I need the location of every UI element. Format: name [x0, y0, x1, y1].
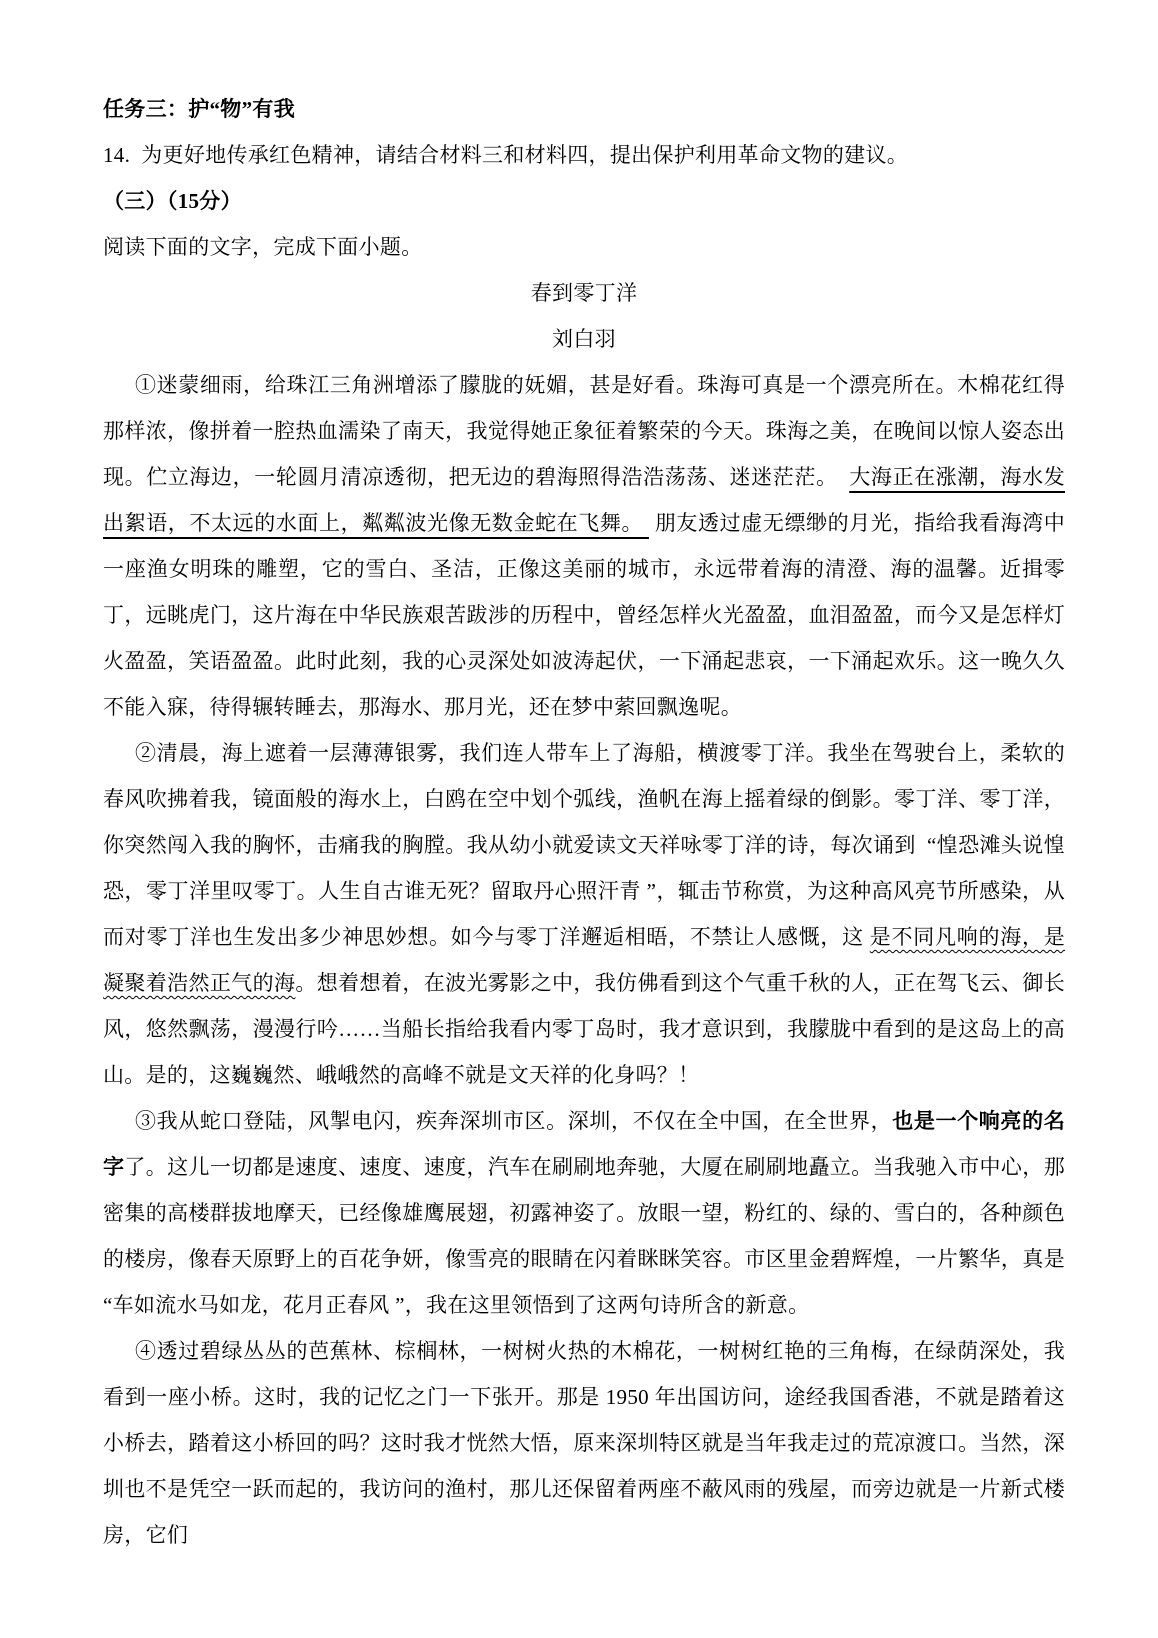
text-segment-wavy: 是不同凡响的海，是凝聚着浩然正气的海: [103, 925, 1065, 995]
text-segment: ④透过碧绿丛丛的芭蕉林、棕榈林，一树树火热的木棉花，一树树红艳的三角梅，在绿荫深处，我看到一座小桥。这时，我的记忆之门一下张开。那是 1950 年出国访问，途经我国香港，不就是踏着这小桥去，踏着这小桥回的吗？这时我才恍然大悟，原来深圳特区就是当年我走过的荒凉渡口。当然，深圳也不是凭空一跃而起的，我访问的渔村，那儿还保留着两座不蔽风雨的残屋，而旁边就是一片新式楼房，它们: [103, 1339, 1065, 1547]
article-author: 刘白羽: [552, 327, 616, 351]
article-paragraph-3: [103, 1098, 1077, 1328]
text-segment: ①迷蒙细雨，给珠江三角洲增添了朦胧的妩媚，甚是好看。珠海可真是一个漂亮所在。木棉花红得那样浓，像拼着一腔热血濡染了南天，我觉得她正象征着繁荣的今天。珠海之美，在晚间以惊人姿态出现。伫立海边，一轮圆月清凉透彻，把无边的碧海照得浩浩荡荡、迷迷茫茫。: [103, 373, 1065, 489]
reading-instruction: 阅读下面的文字，完成下面小题。: [103, 235, 423, 259]
article-title: 春到零丁洋: [530, 281, 638, 305]
text-segment-bold: 也是一个响亮的名字: [103, 1109, 1065, 1179]
article-paragraph-4: [103, 1328, 1065, 1558]
text-segment: ③我从蛇口登陆，风掣电闪，疾奔深圳市区。深圳，不仅在全中国，在全世界，: [135, 1109, 893, 1133]
text-segment-underline: 大海正在涨潮，海水发出絮语，不太远的水面上，粼粼波光像无数金蛇在飞舞。: [103, 465, 1066, 535]
text-segment: 了。这儿一切都是速度、速度、速度，汽车在刷刷地奔驰，大厦在刷刷地矗立。当我驰入市中心，那密集的高楼群拔地摩天，已经像雄鹰展翅，初露神姿了。放眼一望，粉红的、绿的、雪白的，各种颜色的楼房，像春天原野上的百花争妍，像雪亮的眼睛在闪着眯眯笑容。市区里金碧辉煌，一片繁华，真是 “车如流水马如龙，花月正春风 ”，我在这里领悟到了这两句诗所含的新意。: [103, 1155, 1077, 1317]
task-heading: 任务三：护“物”有我: [103, 97, 295, 121]
document-body: [103, 86, 1077, 1558]
article-paragraph-2: [103, 730, 1065, 1098]
question-14: 14. 为更好地传承红色精神，请结合材料三和材料四，提出保护利用革命文物的建议。: [103, 143, 909, 167]
section-score-heading: （三）（15分）: [103, 189, 242, 213]
text-segment: 朋友透过虚无缥缈的月光，指给我看海湾中一座渔女明珠的雕塑，它的雪白、圣洁，正像这美丽的城市，永远带着海的清澄、海的温馨。近揖零丁，远眺虎门，这片海在中华民族艰苦跋涉的历程中，曾经怎样火光盈盈，血泪盈盈，而今又是怎样灯火盈盈，笑语盈盈。此时此刻，我的心灵深处如波涛起伏，一下涌起悲哀，一下涌起欢乐。这一晚久久不能入寐，待得辗转睡去，那海水、那月光，还在梦中萦回飘逸呢。: [103, 511, 1065, 719]
text-segment: 。想着想着，在波光雾影之中，我仿佛看到这个气重千秋的人，正在驾飞云、御长风，悠然飘荡，漫漫行吟……当船长指给我看内零丁岛时，我才意识到，我朦胧中看到的是这岛上的高山。是的，这巍巍然、峨峨然的高峰不就是文天祥的化身吗？！: [103, 971, 1066, 1087]
article-paragraph-1: [103, 362, 1065, 730]
text-segment: ②清晨，海上遮着一层薄薄银雾，我们连人带车上了海船，横渡零丁洋。我坐在驾驶台上，柔软的春风吹拂着我，镜面般的海水上，白鸥在空中划个弧线，渔帆在海上摇着绿的倒影。零丁洋、零丁洋，你突然闯入我的胸怀，击痛我的胸膛。我从幼小就爱读文天祥咏零丁洋的诗，每次诵到 “惶恐滩头说惶恐，零丁洋里叹零丁。人生自古谁无死？留取丹心照汗青 ”，辄击节称赏，为这种高风亮节所感染，从而对零丁洋也生发出多少神思妙想。如今与零丁洋邂逅相晤，不禁让人感慨，这: [103, 741, 1065, 949]
